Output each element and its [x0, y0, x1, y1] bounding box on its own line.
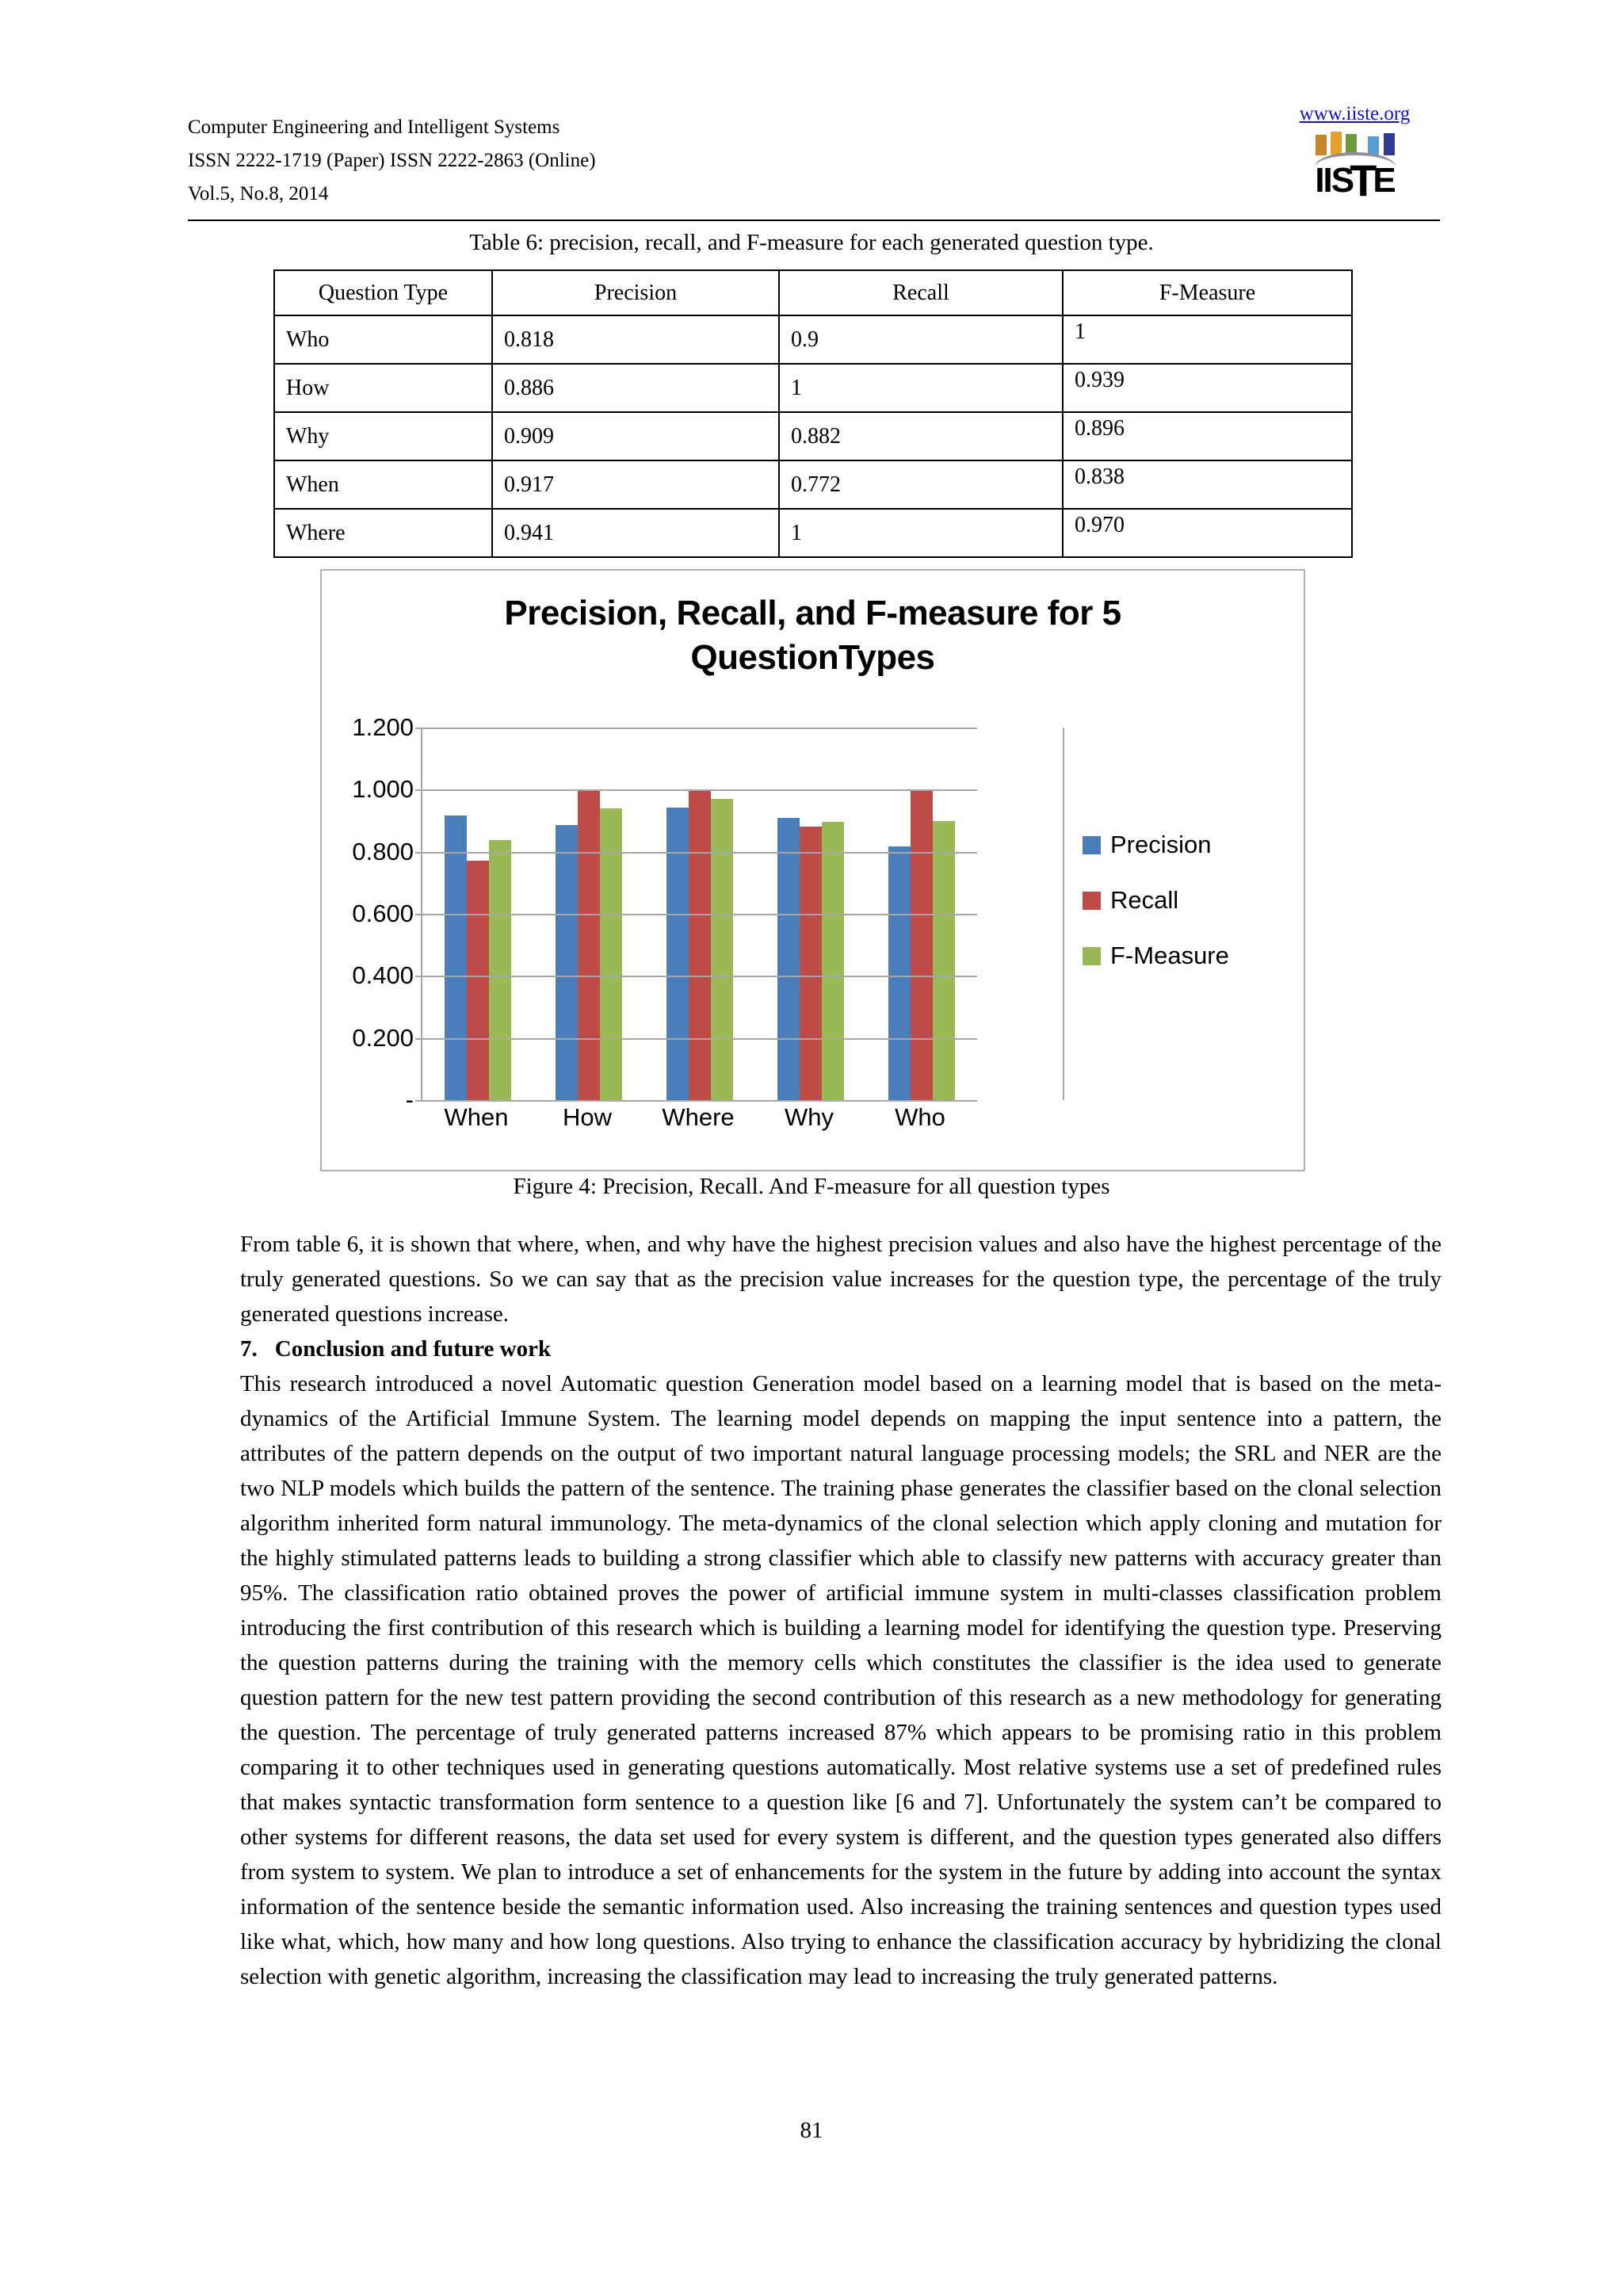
y-axis-tick-label: 1.200	[352, 713, 414, 741]
legend-swatch	[1083, 947, 1101, 965]
chart-title	[322, 571, 1304, 680]
page-header	[188, 103, 1440, 211]
axis-tick	[415, 914, 422, 915]
bar-precision-when	[445, 816, 467, 1100]
logo-text-iis: IIS	[1315, 161, 1354, 200]
logo-bar-5	[1384, 133, 1395, 155]
cell-fmeasure: 0.939	[1063, 364, 1352, 412]
journal-name: Computer Engineering and Intelligent Systems	[188, 117, 560, 138]
results-table-wrapper	[273, 269, 1351, 558]
logo-color-bars	[1311, 132, 1400, 158]
legend-divider	[1063, 728, 1064, 1100]
column-header-question-type: Question Type	[274, 270, 492, 315]
x-axis-tick-label: How	[562, 1103, 612, 1131]
table-caption: Table 6: precision, recall, and F-measure for each generated question type.	[469, 230, 1154, 255]
cell-question-type: When	[274, 460, 492, 509]
cell-recall: 1	[779, 364, 1063, 412]
chart-title-line-1: Precision, Recall, and F-measure for 5	[504, 594, 1121, 632]
page-number: 81	[800, 2118, 823, 2143]
cell-fmeasure: 0.896	[1063, 412, 1352, 460]
section-heading	[240, 1331, 1442, 1366]
cell-fmeasure: 0.970	[1063, 509, 1352, 557]
website-link[interactable]: www.iiste.org	[1299, 103, 1411, 124]
y-axis-tick-label: 0.600	[352, 900, 414, 927]
column-header-precision: Precision	[492, 270, 779, 315]
legend-item-precision	[1083, 831, 1229, 859]
iiste-logo	[1308, 132, 1403, 205]
legend-item-f-measure	[1083, 942, 1229, 970]
y-axis-tick-label: 0.400	[352, 961, 414, 990]
gridline	[422, 976, 977, 977]
cell-question-type: How	[274, 364, 492, 412]
cell-fmeasure: 0.838	[1063, 460, 1352, 509]
chart-title-line-2: QuestionTypes	[690, 638, 935, 677]
cell-recall: 0.772	[779, 460, 1063, 509]
table-header-row	[274, 270, 1352, 315]
column-header-fmeasure: F-Measure	[1063, 270, 1352, 315]
bar-f-measure-where	[711, 799, 733, 1100]
gridline	[422, 789, 977, 791]
logo-text-e: E	[1373, 161, 1395, 200]
results-table	[273, 269, 1353, 558]
journal-volume: Vol.5, No.8, 2014	[188, 183, 329, 204]
chart-plot-area	[322, 713, 1307, 1171]
logo-bar-2	[1331, 132, 1342, 155]
header-branding	[1270, 103, 1440, 205]
table-row	[274, 509, 1352, 557]
table-row	[274, 460, 1352, 509]
column-header-recall: Recall	[779, 270, 1063, 315]
y-axis-tick-label: 1.000	[352, 775, 414, 804]
axis-tick	[415, 789, 422, 791]
page-body	[240, 1227, 1442, 1994]
journal-issn: ISSN 2222-1719 (Paper) ISSN 2222-2863 (Online)	[188, 150, 596, 171]
y-axis-tick-label: 0.800	[352, 837, 414, 865]
x-axis-labels	[421, 1103, 976, 1132]
legend-swatch	[1083, 892, 1101, 910]
legend-swatch	[1083, 836, 1101, 854]
bar-recall-who	[911, 789, 933, 1100]
bar-precision-why	[777, 818, 800, 1100]
cell-recall: 1	[779, 509, 1063, 557]
bar-f-measure-when	[489, 840, 511, 1100]
y-axis-labels	[322, 713, 414, 1114]
gridline	[422, 1038, 977, 1040]
gridline	[422, 852, 977, 854]
axis-tick	[415, 1100, 422, 1102]
y-axis-tick-label: 0.200	[352, 1023, 414, 1052]
gridline	[422, 914, 977, 915]
cell-question-type: Who	[274, 315, 492, 364]
logo-text-t: T	[1350, 155, 1376, 205]
cell-recall: 0.882	[779, 412, 1063, 460]
legend-item-recall	[1083, 886, 1229, 915]
bar-recall-how	[578, 789, 600, 1100]
cell-question-type: Why	[274, 412, 492, 460]
logo-bar-1	[1316, 135, 1327, 155]
cell-recall: 0.9	[779, 315, 1063, 364]
legend-label: Precision	[1110, 831, 1212, 858]
bar-precision-who	[888, 846, 911, 1100]
legend-label: Recall	[1110, 886, 1179, 914]
x-axis-tick-label: Who	[895, 1103, 945, 1131]
axis-tick	[415, 976, 422, 977]
cell-precision: 0.941	[492, 509, 779, 557]
header-divider	[188, 220, 1440, 221]
cell-precision: 0.818	[492, 315, 779, 364]
paragraph-table-discussion: From table 6, it is shown that where, when, and why have the highest precision values and also have the highest percentage of the truly generated questions. So we can say that as the precision value increases for the question type, the percentage of the truly generated questions increase.	[240, 1232, 1442, 1327]
figure-caption: Figure 4: Precision, Recall. And F-measure for all question types	[513, 1174, 1110, 1199]
legend-label: F-Measure	[1110, 942, 1229, 969]
chart-legend	[1083, 831, 1229, 997]
gridline	[422, 1100, 977, 1102]
bar-f-measure-why	[822, 822, 844, 1100]
table-row	[274, 315, 1352, 364]
paragraph-conclusion: This research introduced a novel Automatic question Generation model based on a learning model that is based on the meta-dynamics of the Artificial Immune System. The learning model depends on mapping the input sentence into a pattern, the attributes of the pattern depends on the output of two important natural language processing models; the SRL and NER are the two NLP models which builds the pattern of the sentence. The training phase generates the classifier based on the clonal selection algorithm inherited form natural immunology. The meta-dynamics of the clonal selection which apply cloning and mutation for the highly stimulated patterns leads to building a strong classifier which able to classify new patterns with accuracy greater than 95%. The classification ratio obtained proves the power of artificial immune system in multi-classes classification problem introducing the first contribution of this research which is building a learning model for identifying the question type. Preserving the question patterns during the training with the memory cells which constitutes the classifier is the idea used to generate question pattern for the new test pattern providing the second contribution of this research as a new methodology for generating the question. The percentage of truly generated patterns increased 87% which appears to be promising ratio in this problem comparing it to other techniques used in generating questions automatically. Most relative systems use a set of predefined rules that makes syntactic transformation form sentence to a question like [6 and 7]. Unfortunately the system can’t be compared to other systems for different reasons, the data set used for every system is different, and the question types generated also differs from system to system. We plan to introduce a set of enhancements for the system in the future by adding into account the syntax information of the sentence beside the semantic information used. Also increasing the training sentences and question types used like what, which, how many and how long questions. Also trying to enhance the classification accuracy by hybridizing the clonal selection with genetic algorithm, increasing the classification may lead to increasing the truly generated patterns.	[240, 1371, 1442, 1989]
axis-tick	[415, 852, 422, 854]
bar-chart	[320, 569, 1305, 1171]
cell-precision: 0.909	[492, 412, 779, 460]
bar-recall-why	[800, 827, 822, 1100]
x-axis-tick-label: When	[444, 1103, 509, 1131]
x-axis-tick-label: Why	[785, 1103, 834, 1131]
x-axis-tick-label: Where	[662, 1103, 735, 1131]
bar-recall-where	[689, 789, 711, 1100]
section-title: Conclusion and future work	[274, 1336, 552, 1362]
bar-f-measure-who	[933, 821, 955, 1101]
gridline	[422, 728, 977, 729]
cell-precision: 0.886	[492, 364, 779, 412]
header-journal-info	[188, 111, 596, 211]
logo-wordmark	[1308, 155, 1403, 205]
bar-recall-when	[467, 861, 489, 1100]
bar-precision-how	[556, 825, 578, 1100]
cell-precision: 0.917	[492, 460, 779, 509]
cell-question-type: Where	[274, 509, 492, 557]
table-row	[274, 364, 1352, 412]
chart-grid	[421, 728, 977, 1100]
axis-tick	[415, 728, 422, 729]
axis-tick	[415, 1038, 422, 1040]
table-row	[274, 412, 1352, 460]
section-number: 7.	[240, 1336, 258, 1362]
cell-fmeasure: 1	[1063, 315, 1352, 364]
y-axis-tick-label: -	[405, 1086, 414, 1114]
